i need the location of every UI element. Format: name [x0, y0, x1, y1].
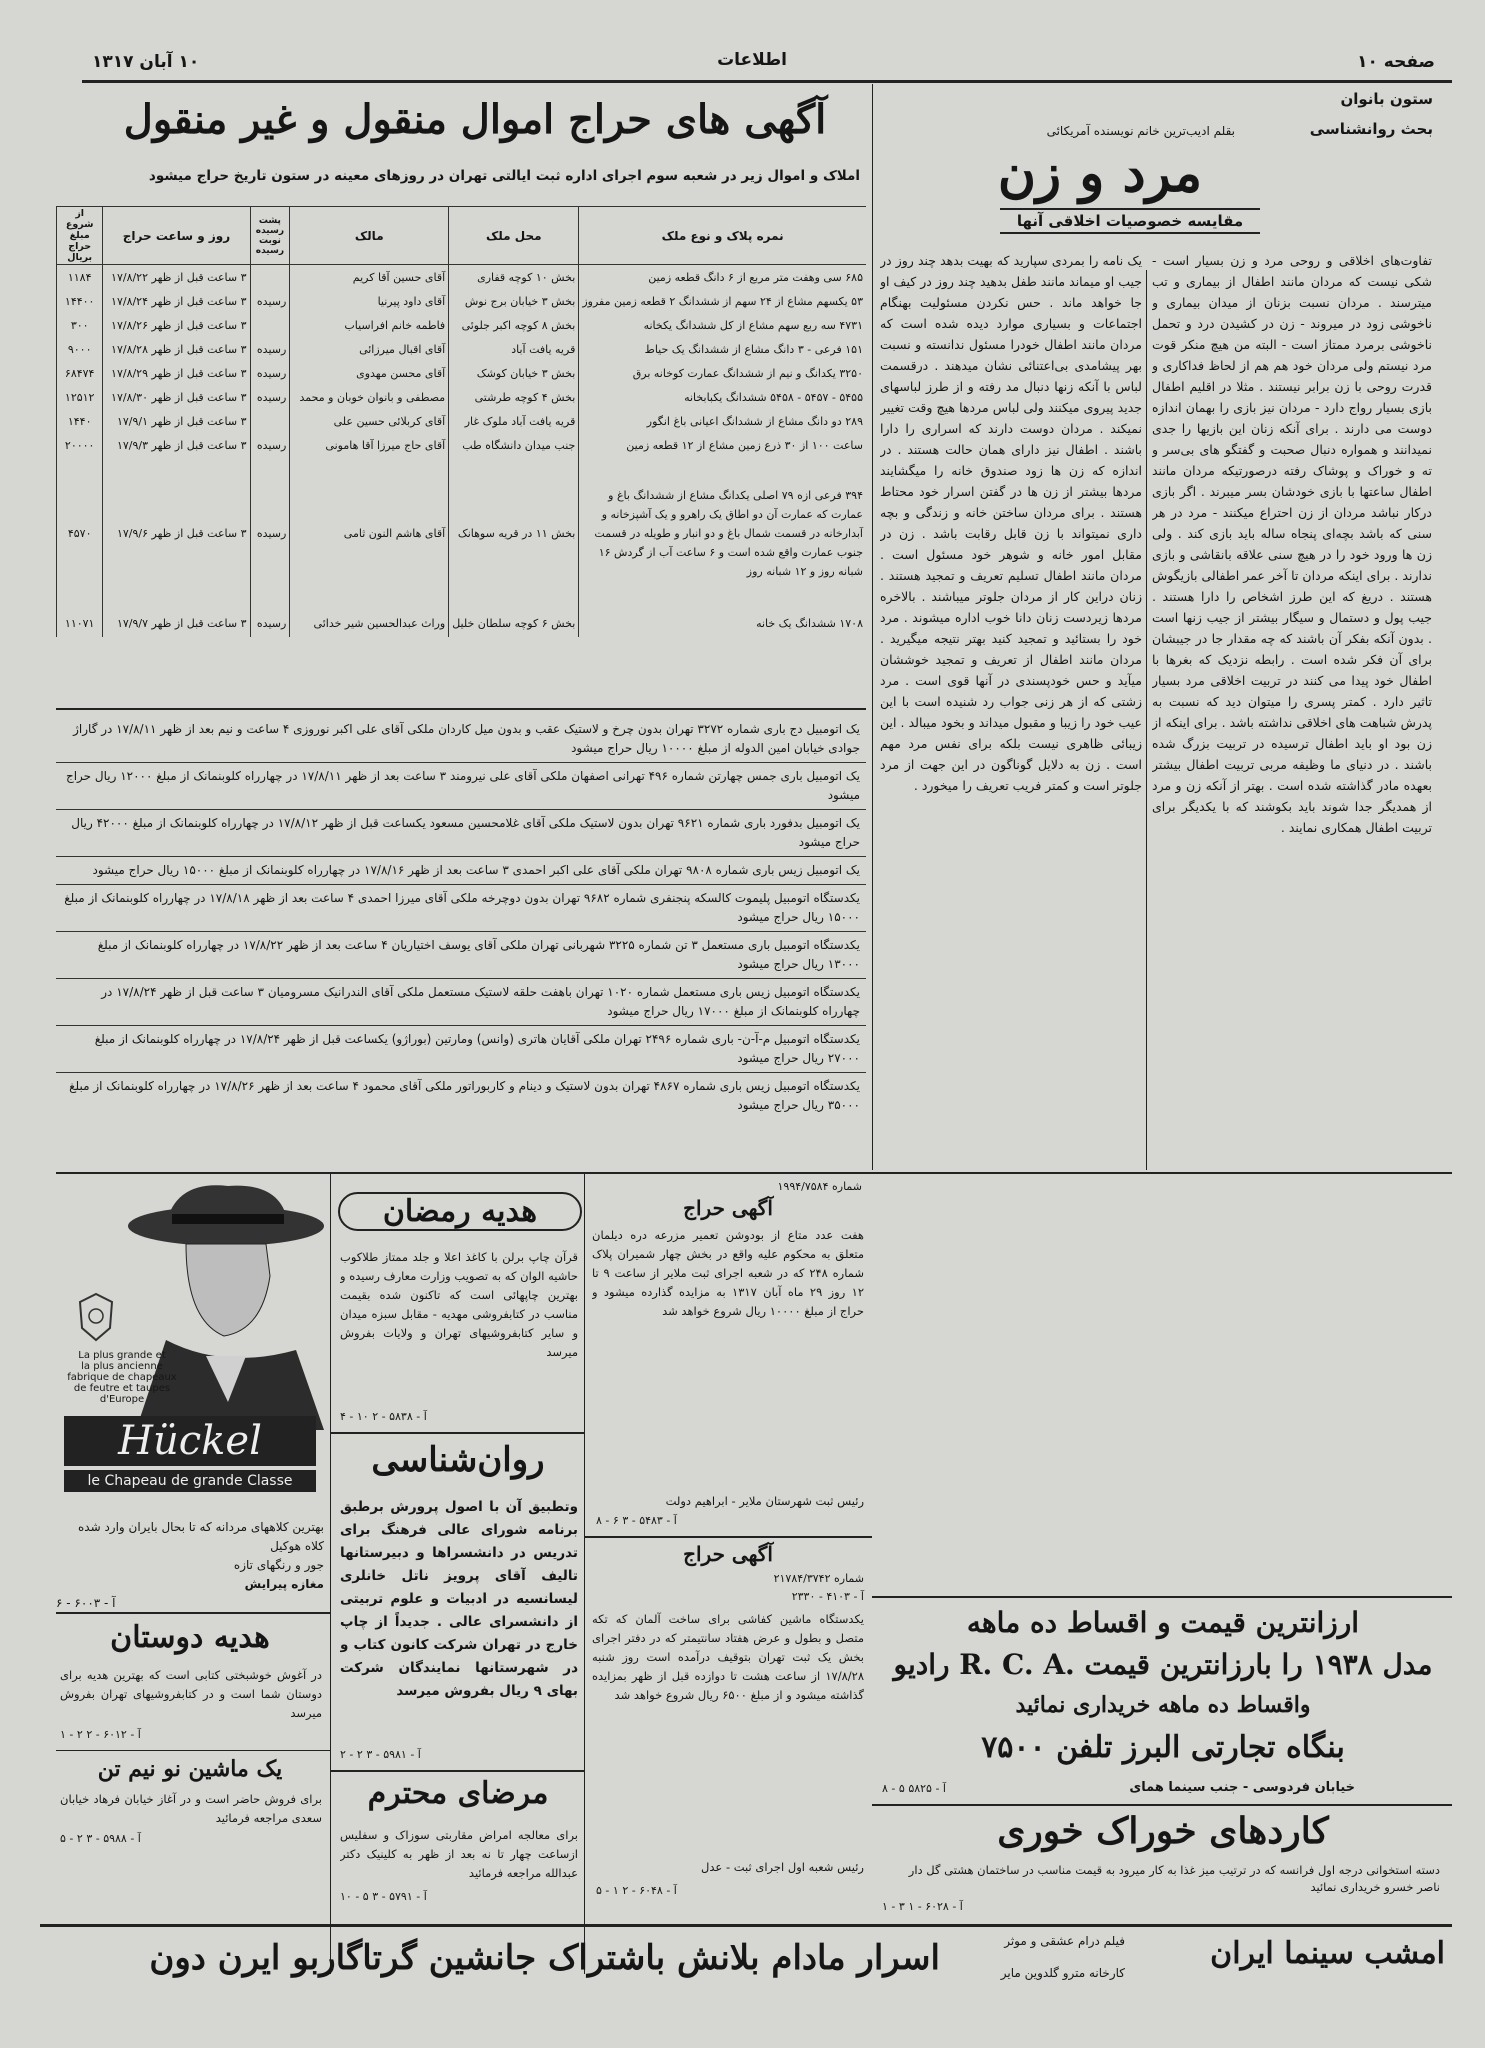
- vehicle-auction-list: [56, 716, 866, 1166]
- ad-rule: [56, 1612, 330, 1614]
- knives-body: دسته استخوانی درجه اول فرانسه که در ترتیب میز غذا به کار میرود به قیمت مناسب در ساختمان هشتی گل دار ناصر خسرو خریداری نمائید: [908, 1863, 1440, 1894]
- cell-date: ۳ ساعت قبل از ظهر ۱۷/۸/۲۸: [103, 337, 250, 361]
- column-divider: [584, 1174, 585, 1974]
- ad-code: آ - ۵۸۳۸ - ۲ ۱۰ - ۴: [340, 1410, 427, 1423]
- article-column-2: یک نامه را بمردی سپارید که بهیت بدهد چند روز در جیب او میماند مانند طفل بدهید چند روز در کیف او جا خواهد ماند . حس نکردن مسئولیت بهنگام اجتماعات و بسیاری موارد دیده شده است که مردان مانند اطفال خودرا مسئول ندانسته و نسبت بهر پیشامدی بی‌اعتنائی نشان میدهند . درقسمت لباس با آنکه زنها دنبال مد رفته و از طرز لباسهای جدید پیروی میکنند ولی لباس مردها هیچ وقت تغییر نمیکند . مردان دوست دارند که اسراری را دارا باشند . اطفال نیز دارای همان حالت هستند . در اندازه که زن ها زود صندوق خانه را میگشایند مردها بیشتر از زن ها در گفتن اسرار خود محتاط هستند . برای مردان ساختن خانه و زندگی و بچه داری نمیتواند با زن قابل رقابت باشد . زن در مقابل امور خانه و شوهر خود مسئول است . مردان مانند اطفال تسلیم تعریف و تمجید هستند . زنان دراین کار از مردان جلوتر میباشند . بالاخره مردها زیردست زنان دانا خوب اداره میشوند . مرد خود را بستائید و تمجید کنید بهتر نتیجه میگیرید . مردان مانند اطفال از تعریف و تمجید خوششان میآید و حس خودپسندی در آنها قوی است . مرد زشتی که از هر زنی جواب رد شنیده است با این عیب خود را زیبا و مقبول میداند و بخود میبالد . این زیبائی ظاهری نیست بلکه برای نفس مرد مهم است . زن به دلایل گوناگون در این جهت از مرد جلوتر است و کمتر فریب تعریف را میخورد .: [880, 253, 1142, 793]
- cell-notice: رسیده: [250, 385, 290, 409]
- table-row: [57, 385, 867, 409]
- cell-notice: رسیده: [250, 609, 290, 637]
- column-divider: [872, 84, 873, 1170]
- cell-plate: ۶۸۵ سی وهفت متر مربع از ۶ دانگ قطعه زمین: [579, 265, 866, 290]
- cell-location: بخش ۱۰ کوچه قفاری: [449, 265, 579, 290]
- cell-owner: آقای حسین آقا کریم: [290, 265, 449, 290]
- auction-table-bottom-rule: [56, 708, 866, 710]
- cell-location: قریه یافت آباد ملوک غار: [449, 409, 579, 433]
- auction-title: آگهی های حراج اموال منقول و غیر منقول: [123, 96, 827, 143]
- article-column-1: تفاوت‌های اخلاقی و روحی مرد و زن بسیار است - شکی نیست که مردان مانند اطفال از بیماری و تب میترسند . مردان نسبت بزنان از میدان بیماری و ناخوشی زود در میروند - زن در کشیدن درد و تحمل ناخوشی برمرد ممتاز است - البته من هیچ منکر قوت مرد نیستم ولی مردان خود هم هم از لحاظ فداکاری و قدرت روحی با زن برابر نیستند . مثلا در اقلیم اطفال بازی بسیار رواج دارد - مردان نیز بازی را بهمان اندازه دوست می دارند . برای آنکه زنان این بازیها را جدی نمیدانند و همواره دنبال صحبت و گفتگو های بی‌سر و ته و خوراک و پوشاک رفته درصورتیکه مردان مانند اطفال ساعتها با بازی خودشان بسر میبرند . اگر بازی درکار نباشد مردان از زن احتراع میکنند - مرد در هر سنی که باشد بچه‌ای پنجاه ساله باید بازی کند . ولی زن ها ورود خود را در هیچ سنی علاقه بانقاشی و بازی ندارند . برای اینکه مردان تا آخر عمر اطفالی بازیگوش هستند . دریغ که این طرز اشخاص را دارا هستند . جیب پول و دستمال و سیگار بیشتر از جیب زنها است . بدون آنکه بفکر آن باشند که چه مقدار جا در جیبشان برای آن فکر شده است . رابطه نزدیک که بغرها با اطفال خود پیدا می کنند در تربیت اخلاقی مرد بسیار تاثیر دارد . کمتر پسری را میتوان دید که نسبت به پدرش شباهت های اخلاقی نداشته باشد . برای اینکه از زن بود او باید اطفال ترسیده در تربیت بزرگ شده باشند . در دنیای ما وظیفه مربی تربیت اطفال بیشتر بعهده مادر گذاشته شده است . بهتر از آنکه زن و مرد از همدیگر جدا شوند باید بکوشند که با یکدیگر برای تربیت اطفال همکاری نمایند .: [1152, 253, 1432, 835]
- cell-plate: ۳۲۵۰ یکدانگ و نیم از ششدانگ عمارت کوخانه برق: [579, 361, 866, 385]
- auction-ad1-sign: رئیس ثبت شهرستان ملایر - ابراهیم دولت: [665, 1494, 864, 1508]
- cell-plate: ۵۳ یکسهم مشاع از ۲۴ سهم از ششدانگ ۲ قطعه زمین مفروز: [579, 289, 866, 313]
- ad-rule: [330, 1432, 584, 1434]
- cell-amount: ۱۲۵۱۲: [57, 385, 103, 409]
- hat-ad-tagline-line: fabrique de chapeaux: [67, 1372, 177, 1383]
- table-row: [57, 457, 867, 609]
- cell-date: ۳ ساعت قبل از ظهر ۱۷/۸/۲۹: [103, 361, 250, 385]
- cell-location: بخش ۸ کوچه اکبر جلوئی: [449, 313, 579, 337]
- vehicle-item: یکدستگاه اتومبیل پلیموت کالسکه پنجنفری شماره ۹۶۸۲ تهران بدون دوچرخه ملکی آقای میرزا احمدی ۴ ساعت بعد از ظهر ۱۷/۸/۱۸ در چهارراه کلوبنمانک از مبلغ ۱۵۰۰۰ ریال حراج میشود: [56, 885, 866, 932]
- cell-plate: ساعت ۱۰۰ از ۳۰ ذرع زمین مشاع از ۱۲ قطعه زمین: [579, 433, 866, 457]
- vehicle-item: یکدستگاه اتومبیل م-آ-ن- باری شماره ۲۴۹۶ تهران ملکی آقایان هاتری (وانس) ومارتین (بوراژو) یکساعت قبل از ظهر ۱۷/۸/۲۴ در چهارراه کلوبنمانک از مبلغ ۲۷۰۰۰ ریال حراج میشود: [56, 1026, 866, 1073]
- cell-date: ۳ ساعت قبل از ظهر ۱۷/۹/۳: [103, 433, 250, 457]
- cell-date: ۳ ساعت قبل از ظهر ۱۷/۸/۲۲: [103, 265, 250, 290]
- header-date: روز و ساعت حراج: [103, 207, 250, 265]
- cell-date: ۳ ساعت قبل از ظهر ۱۷/۹/۷: [103, 609, 250, 637]
- hat-ad-tagline-line: de feutre et taupes: [73, 1383, 171, 1394]
- cell-owner: آقای اقبال میرزائی: [290, 337, 449, 361]
- cell-date: ۳ ساعت قبل از ظهر ۱۷/۸/۲۶: [103, 313, 250, 337]
- hat-ad-tagline-line: la plus ancienne: [81, 1361, 163, 1372]
- cell-owner: وراث عبدالحسین شیر خدائی: [290, 609, 449, 637]
- cell-amount: ۲۰۰۰۰: [57, 433, 103, 457]
- auction-intro: املاک و اموال زیر در شعبه سوم اجرای اداره ثبت ایالتی تهران در روزهای معینه در ستون تاریخ حراج میشود: [148, 168, 860, 184]
- ad-rule: [584, 1536, 872, 1538]
- hat-ad-slogan: le Chapeau de grande Classe: [64, 1470, 316, 1492]
- vehicle-item: یک اتومبیل زیس باری شماره ۹۸۰۸ تهران ملکی آقای علی اکبر احمدی ۳ ساعت بعد از ظهر ۱۷/۸/۱۶ در چهارراه کلوبنمانک از مبلغ ۱۵۰۰۰ ریال حراج میشود: [56, 857, 866, 885]
- ad-code: آ - ۵۹۸۱ - ۳ ۲ - ۲: [340, 1748, 421, 1761]
- table-row: [57, 433, 867, 457]
- article-byline: بقلم ادیب‌ترین خانم نویسنده آمریکائی: [1046, 124, 1235, 138]
- cell-location: بخش ۶ کوچه سلطان خلیل: [449, 609, 579, 637]
- auction-table-wrapper: [56, 206, 866, 706]
- cinema-sub-2: کارخانه مترو گلدوین مایر: [1000, 1966, 1125, 1980]
- rca-line-3: واقساط ده ماهه خریداری نمائید: [1015, 1692, 1311, 1718]
- cell-plate: ۱۵۱ فرعی - ۳ دانگ مشاع از ششدانگ یک حیاط: [579, 337, 866, 361]
- knives-title: کاردهای خوراک خوری: [997, 1810, 1329, 1852]
- auction-ad1-body: هفت عدد متاع از بودوشن تعمیر مزرعه دره دیلمان متعلق به محکوم علیه واقع در بخش چهار شمیران پلاک شماره ۲۴۸ که در شعبه اجرای ثبت ملایر از ساعت ۹ تا ۱۲ روز ۲۹ ماه آبان ۱۳۱۷ به مزایده گذارده میشود و حراج از مبلغ ۱۰۰۰۰ ریال شروع خواهد شد: [592, 1228, 864, 1318]
- ad-code: آ - ۵۴۸۳ - ۳ ۶ - ۸: [596, 1514, 677, 1527]
- patients-title: مرضای محترم: [367, 1776, 549, 1811]
- ad-rule: [330, 1770, 584, 1772]
- cell-owner: آقای هاشم النون ثامی: [290, 457, 449, 609]
- table-row: [57, 265, 867, 290]
- cell-owner: مصطفی و بانوان خوبان و محمد: [290, 385, 449, 409]
- ramazan-body: قرآن چاپ برلن با کاغذ اعلا و جلد ممتاز طلاکوب حاشیه الوان که به تصویب وزارت معارف رسیده و بهترین چاپهائی است که تاکنون شده بقیمت مناسب در کتابفروشی مهدیه - مقابل سبزه میدان و سایر کتابفروشیهای تهران و ولایات بفروش میرسد: [340, 1250, 578, 1359]
- cell-notice: رسیده: [250, 337, 290, 361]
- table-row: [57, 289, 867, 313]
- header-owner: مالک: [290, 207, 449, 265]
- article-subtitle: مقایسه خصوصیات اخلاقی آنها: [1000, 208, 1260, 234]
- friends-title: هدیه دوستان: [110, 1620, 270, 1655]
- cell-amount: ۱۱۸۴: [57, 265, 103, 290]
- cell-amount: ۱۴۴۰: [57, 409, 103, 433]
- ad-code: آ - ۶۰۰۳ - ۶: [56, 1596, 116, 1610]
- auction-table-header: [57, 207, 867, 265]
- auction-table: [56, 206, 866, 637]
- cell-amount: ۶۸۴۷۴: [57, 361, 103, 385]
- auction-ad2-title: آگهی حراج: [683, 1542, 773, 1566]
- ad-code: آ - ۶۰۴۸ - ۲ ۱ - ۵: [596, 1884, 677, 1897]
- ad-code: آ - ۵۹۸۸ - ۳ ۲ - ۵: [60, 1832, 141, 1845]
- vehicle-item: یکدستگاه اتومبیل زیس باری شماره ۴۸۶۷ تهران بدون لاستیک و دینام و کاربوراتور ملکی آقای محمود ۴ ساعت بعد از ظهر ۱۷/۸/۲۶ در چهارراه کلوبنمانک از مبلغ ۳۵۰۰۰ ریال حراج میشود: [69, 1079, 860, 1112]
- vehicle-item: یکدستگاه اتومبیل باری مستعمل ۳ تن شماره ۳۲۲۵ شهربانی تهران ملکی آقای یوسف اختیاریان ۴ ساعت بعد از ظهر ۱۷/۸/۲۲ در چهارراه کلوبنمانک از مبلغ ۱۳۰۰۰ ریال حراج میشود: [56, 932, 866, 979]
- cell-date: ۳ ساعت قبل از ظهر ۱۷/۸/۲۴: [103, 289, 250, 313]
- ad-rule: [56, 1750, 330, 1751]
- header-plate: نمره پلاک و نوع ملک: [579, 207, 866, 265]
- vehicle-item: یکدستگاه اتومبیل زیس باری مستعمل شماره ۱۰۲۰ تهران باهفت حلقه لاستیک مستعمل ملکی آقای الندرانیک مسرومیان ۳ ساعت قبل از ظهر ۱۷/۸/۲۴ در چهارراه کلوبنمانک از مبلغ ۱۷۰۰۰ ریال حراج میشود: [56, 979, 866, 1026]
- cell-date: ۳ ساعت قبل از ظهر ۱۷/۹/۱: [103, 409, 250, 433]
- masthead-date: ۱۰ آبان ۱۳۱۷: [92, 52, 200, 72]
- ramazan-title: هدیه رمضان: [338, 1192, 582, 1231]
- auction-ad2-number: شماره ۲۱۷۸۴/۳۷۴۲: [773, 1572, 864, 1585]
- cell-notice: [250, 313, 290, 337]
- ad-code: آ - ۵۸۲۵ ۵ - ۸: [882, 1782, 946, 1795]
- table-row: [57, 609, 867, 637]
- banner-rule: [40, 1924, 1452, 1927]
- cell-notice: [250, 409, 290, 433]
- cell-plate: ۳۹۴ فرعی ازه ۷۹ اصلی یکدانگ مشاع از ششدانگ باغ و عمارت که عمارت آن دو اطاق یک راهرو و یک آشپزخانه و آبدارخانه در قسمت شمال باغ و دو انبار و طویله در قسمت جنوب عمارت واقع شده است و ۶ ساعت آب از گردش ۱۶ شبانه روز و ۱۲ شبانه روز: [579, 457, 866, 609]
- masthead-paper-name: اطلاعات: [717, 50, 787, 70]
- hat-ad-persian: [56, 1518, 324, 1608]
- vehicle-item: یک اتومبیل بدفورد باری شماره ۹۶۲۱ تهران بدون لاستیک ملکی آقای غلامحسین مسعود یکساعت قبل از ظهر ۱۷/۸/۱۲ در چهارراه کلوبنمانک از مبلغ ۴۲۰۰۰ ریال حراج میشود: [56, 810, 866, 857]
- table-row: [57, 409, 867, 433]
- cell-amount: ۴۵۷۰: [57, 457, 103, 609]
- table-row: [57, 313, 867, 337]
- ad-rule: [872, 1596, 1452, 1598]
- crest-icon: [76, 1292, 116, 1342]
- cell-notice: [250, 265, 290, 290]
- vehicle-item: یک اتومبیل دج باری شماره ۳۲۷۲ تهران بدون چرخ و لاستیک عقب و بدون میل کاردان ملکی آقای علی اکبر نوروزی ۴ ساعت و نیم بعد از ظهر ۱۷/۸/۱۱ در گاراژ جوادی خیابان امین الدوله از مبلغ ۱۰۰۰۰ ریال حراج میشود: [56, 716, 866, 763]
- table-row: [57, 337, 867, 361]
- cell-plate: ۴۷۳۱ سه ربع سهم مشاع از کل ششدانگ یکخانه: [579, 313, 866, 337]
- auction-ad1-title: آگهی حراج: [683, 1196, 773, 1220]
- cell-amount: ۹۰۰۰: [57, 337, 103, 361]
- hat-ad-tagline-line: d'Europe: [99, 1394, 145, 1405]
- psych-title: روان‌شناسی: [371, 1440, 545, 1480]
- auction-ad1-number: شماره ۱۹۹۴/۷۵۸۴: [777, 1180, 862, 1193]
- rca-line-1: ارزانترین قیمت و اقساط ده ماهه: [966, 1606, 1360, 1639]
- hat-ad-text: بهترین کلاههای مردانه که تا بحال بایران وارد شده کلاه هوکیل: [78, 1520, 324, 1553]
- ad-code: آ - ۶۰۱۲ - ۲ ۲ - ۱: [60, 1728, 141, 1741]
- cell-amount: ۱۴۴۰۰: [57, 289, 103, 313]
- auction-ad2-sign: رئیس شعبه اول اجرای ثبت - عدل: [701, 1860, 864, 1874]
- machine-body: برای فروش حاضر است و در آغاز خیابان فرهاد خیابان سعدی مراجعه فرمائید: [60, 1792, 322, 1825]
- hat-ad-tagline-line: La plus grande et: [78, 1350, 166, 1361]
- section-title: ستون بانوان: [1340, 90, 1433, 108]
- friends-body: در آغوش خوشبختی کتابی است که بهترین هدیه برای دوستان شما است و در کتابفروشیهای تهران بفروش میرسد: [60, 1668, 322, 1720]
- cell-location: بخش ۴ کوچه طرشتی: [449, 385, 579, 409]
- hat-ad-tagline: [62, 1350, 182, 1405]
- column-divider: [330, 1174, 331, 1974]
- header-location: محل ملک: [449, 207, 579, 265]
- cell-owner: آقای محسن مهدوی: [290, 361, 449, 385]
- cell-notice: رسیده: [250, 433, 290, 457]
- auction-ad2-body: یکدستگاه ماشین کفاشی برای ساخت آلمان که تکه متصل و بطول و عرض هفتاد سانتیمتر که در دفتر اجرای بخش یک ثبت تهران بتوقیف درآمده است روز شنبه ۱۷/۸/۲۸ از ساعت هشت تا دوازده قبل از ظهر بمزایده گذاشته میشود و از مبلغ ۶۵۰۰ ریال شروع خواهد شد: [592, 1612, 864, 1702]
- vehicle-item: یک اتومبیل باری جمس چهارتن شماره ۴۹۶ تهرانی اصفهان ملکی آقای علی نیرومند ۳ ساعت بعد از ظهر ۱۷/۸/۱۱ در چهارراه کلوبنمانک از مبلغ ۱۲۰۰۰ ریال حراج میشود: [56, 763, 866, 810]
- cell-notice: رسیده: [250, 457, 290, 609]
- hat-ad-shop: مغازه پیرایش: [244, 1577, 324, 1591]
- masthead-rule: [82, 80, 1452, 83]
- hat-ad: [56, 1180, 324, 1510]
- cell-amount: ۳۰۰: [57, 313, 103, 337]
- hat-ad-brand: Hückel: [64, 1416, 316, 1466]
- cell-location: بخش ۳ خیابان کوشک: [449, 361, 579, 385]
- table-row: [57, 361, 867, 385]
- masthead-page-number: صفحه ۱۰: [1357, 52, 1435, 72]
- cell-notice: رسیده: [250, 289, 290, 313]
- cell-amount: ۱۱۰۷۱: [57, 609, 103, 637]
- rca-line-2: رادیو R. C. A. مدل ۱۹۳۸ را بارزانترین قیمت: [893, 1648, 1433, 1681]
- ad-rule: [872, 1804, 1452, 1806]
- article-title: مرد و زن: [997, 143, 1203, 204]
- rca-line-4: بنگاه تجارتی البرز تلفن ۷۵۰۰: [981, 1730, 1345, 1765]
- cell-owner: آقای حاج میرزا آقا هامونی: [290, 433, 449, 457]
- cinema-label: امشب سینما ایران: [1210, 1936, 1445, 1971]
- cell-date: ۳ ساعت قبل از ظهر ۱۷/۹/۶: [103, 457, 250, 609]
- cell-owner: آقای داود پیرنیا: [290, 289, 449, 313]
- cell-location: بخش ۱۱ در قریه سوهانک: [449, 457, 579, 609]
- column-divider: [1146, 270, 1147, 1170]
- cell-owner: فاطمه خانم افراسیاب: [290, 313, 449, 337]
- subsection-title: بحث روانشناسی: [1309, 120, 1433, 138]
- machine-title: یک ماشین نو نیم تن: [97, 1756, 283, 1782]
- cell-plate: ۱۷۰۸ ششدانگ یک خانه: [579, 609, 866, 637]
- ad-code: آ - ۵۷۹۱ - ۳ ۵ - ۱۰: [340, 1890, 427, 1903]
- patients-body: برای معالجه امراض مقاربتی سوزاک و سفلیس ازساعت چهار تا نه بعد از ظهر به کلینیک دکتر عبدالله مراجعه فرمائید: [340, 1828, 578, 1880]
- rca-address: خیابان فردوسی - جنب سینما همای: [1129, 1780, 1355, 1795]
- cell-location: جنب میدان دانشگاه طب: [449, 433, 579, 457]
- cell-notice: رسیده: [250, 361, 290, 385]
- cell-location: قریه یافت آباد: [449, 337, 579, 361]
- cinema-sub-1: فیلم درام عشقی و موثر: [1004, 1934, 1125, 1948]
- header-amount: از شروع مبلغ حراج بریال: [57, 207, 103, 265]
- cell-date: ۳ ساعت قبل از ظهر ۱۷/۸/۳۰: [103, 385, 250, 409]
- cell-plate: ۲۸۹ دو دانگ مشاع از ششدانگ اعیانی باغ انگور: [579, 409, 866, 433]
- cell-location: بخش ۳ خیابان برج نوش: [449, 289, 579, 313]
- header-notice: پشت رسیده نوبت رسیده: [250, 207, 290, 265]
- ad-code: آ - ۶۰۲۸ - ۱ ۳ - ۱: [882, 1900, 963, 1913]
- cell-plate: ۵۴۵۵ - ۵۴۵۷ - ۵۴۵۸ ششدانگ یکبابخانه: [579, 385, 866, 409]
- cell-owner: آقای کربلائی حسین علی: [290, 409, 449, 433]
- hat-ad-colors: جور و رنگهای تازه: [233, 1558, 324, 1572]
- section-rule: [56, 1172, 1452, 1174]
- cinema-title: اسرار مادام بلانش باشتراک جانشین گرتاگاربو ایرن دون: [149, 1938, 940, 1978]
- auction-ad2-code-top: آ - ۴۱۰۳ - ۲۳۳۰: [791, 1590, 864, 1603]
- psych-body: وتطبیق آن با اصول پرورش برطبق برنامه شورای عالی فرهنگ برای تدریس در دانشسراها و دبیرستانها تالیف آقای پرویز ناتل خانلری لیسانسیه در ادبیات و علوم تربیتی از دانشسرای عالی . جدیداً از چاپ خارج در تهران شرکت کانون کتاب و در شهرستانها نمایندگان شرکت بهای ۹ ریال بفروش میرسد: [340, 1499, 578, 1699]
